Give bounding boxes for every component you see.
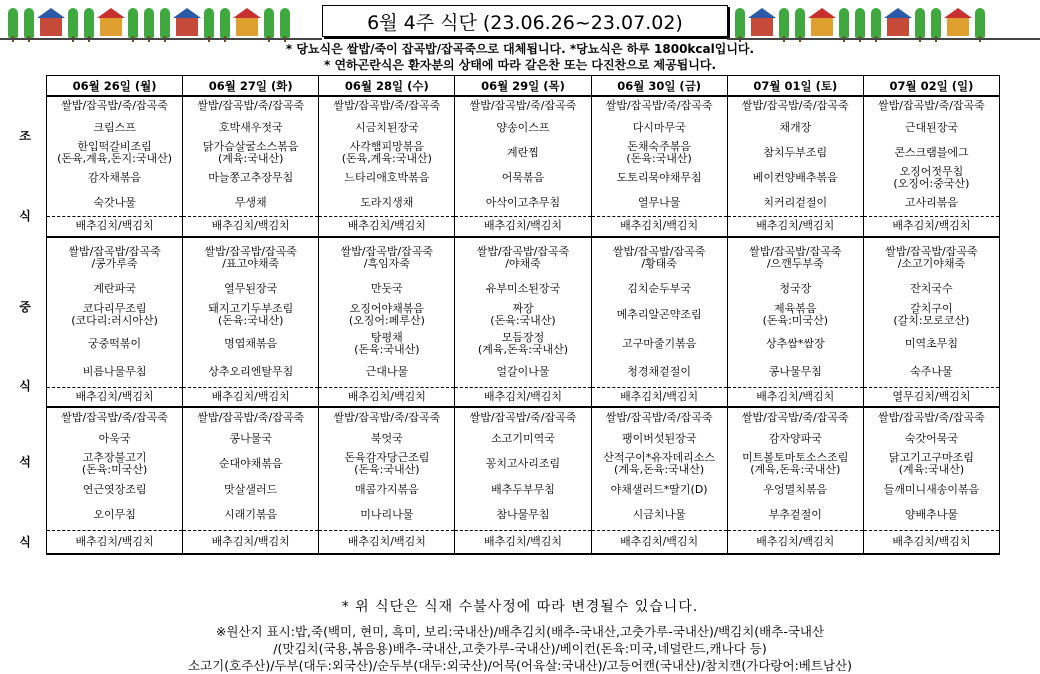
- menu-cell: 청국장: [727, 278, 863, 300]
- vegetable-row: [47, 190, 1000, 216]
- menu-cell: 매콤가지볶음: [319, 478, 455, 501]
- menu-cell: 쌀밥/잡곡밥/죽/잡곡죽: [455, 407, 591, 428]
- tree-icon: [795, 8, 805, 38]
- house-icon: [751, 18, 773, 36]
- footer-change-notice: * 위 식단은 식재 수불사정에 따라 변경될수 있습니다.: [341, 599, 699, 615]
- menu-cell: 미나리나물: [319, 501, 455, 530]
- main-dish-row: [47, 96, 1000, 115]
- menu-cell: 마늘쫑고추장무침: [183, 166, 319, 190]
- vegetable-row: [47, 501, 1000, 530]
- tree-icon: [8, 8, 18, 38]
- menu-cell: 콘스크램블에그: [863, 140, 999, 166]
- tree-icon: [931, 8, 941, 38]
- tree-icon: [204, 8, 214, 38]
- menu-cell: 한입떡갈비조림 (돈육,계육,돈지:국내산): [47, 140, 183, 166]
- menu-cell: 어묵볶음: [455, 166, 591, 190]
- menu-cell: 닭고기고구마조림 (계육:국내산): [863, 450, 999, 478]
- tree-icon: [160, 8, 170, 38]
- menu-cell: 메추리알곤약조림: [591, 300, 727, 329]
- menu-cell: 잔치국수: [863, 278, 999, 300]
- menu-cell: 쌀밥/잡곡밥/잡곡죽 /야채죽: [455, 237, 591, 278]
- day-header: 07월 02일 (일): [863, 76, 999, 97]
- menu-cell: 근대된장국: [863, 115, 999, 140]
- kimchi-row: [47, 530, 1000, 554]
- menu-cell: 명엽채볶음: [183, 329, 319, 358]
- main-side-row: [47, 140, 1000, 166]
- menu-cell: 소고기미역국: [455, 428, 591, 450]
- menu-cell: 상추쌈*쌈장: [727, 329, 863, 358]
- menu-cell: 도라지생채: [319, 190, 455, 216]
- day-header: 07월 01일 (토): [727, 76, 863, 97]
- menu-cell: 콩나물무침: [727, 358, 863, 387]
- tree-icon: [779, 8, 789, 38]
- menu-cell: 미역초무침: [863, 329, 999, 358]
- menu-cell: 다시마무국: [591, 115, 727, 140]
- soup-row: [47, 428, 1000, 450]
- menu-cell: 돼지고기두부조림 (돈육:국내산): [183, 300, 319, 329]
- menu-cell: 아욱국: [47, 428, 183, 450]
- menu-cell: 배추김치/백김치: [183, 216, 319, 237]
- menu-cell: 오이무침: [47, 501, 183, 530]
- menu-cell: 쌀밥/잡곡밥/죽/잡곡죽: [319, 407, 455, 428]
- house-icon: [40, 18, 62, 36]
- menu-cell: 배추김치/백김치: [319, 387, 455, 407]
- meal-label-dinner-top: 석: [19, 455, 31, 469]
- soup-row: [47, 115, 1000, 140]
- menu-cell: 도토리묵야채무침: [591, 166, 727, 190]
- menu-cell: 계란파국: [47, 278, 183, 300]
- menu-cell: 배추김치/백김치: [47, 216, 183, 237]
- menu-cell: 오징어젓무침 (오징어:중국산): [863, 166, 999, 190]
- menu-cell: 양배추나물: [863, 501, 999, 530]
- tree-icon: [264, 8, 274, 38]
- menu-cell: 부추겉절이: [727, 501, 863, 530]
- menu-cell: 쌀밥/잡곡밥/잡곡죽 /콩가루죽: [47, 237, 183, 278]
- menu-cell: 배추김치/백김치: [319, 530, 455, 554]
- vegetable-row: [47, 358, 1000, 387]
- menu-cell: 참나물무침: [455, 501, 591, 530]
- menu-cell: 만둣국: [319, 278, 455, 300]
- header-decoration-right: [735, 2, 985, 38]
- menu-cell: 돈육감자당근조림 (돈육:국내산): [319, 450, 455, 478]
- day-header: 06월 30일 (금): [591, 76, 727, 97]
- menu-cell: 아삭이고추무침: [455, 190, 591, 216]
- menu-cell: 배추김치/백김치: [455, 530, 591, 554]
- tree-icon: [735, 8, 745, 38]
- menu-cell: 배추김치/백김치: [455, 216, 591, 237]
- menu-cell: 상추오리엔탈무침: [183, 358, 319, 387]
- menu-cell: 숙주나물: [863, 358, 999, 387]
- menu-cell: 연근엿장조림: [47, 478, 183, 501]
- menu-cell: 열무나물: [591, 190, 727, 216]
- menu-cell: 맛살샐러드: [183, 478, 319, 501]
- menu-cell: 궁중떡볶이: [47, 329, 183, 358]
- header-decoration-left: [8, 2, 290, 38]
- menu-cell: 팽이버섯된장국: [591, 428, 727, 450]
- menu-cell: 시금치나물: [591, 501, 727, 530]
- menu-cell: 쌀밥/잡곡밥/죽/잡곡죽: [183, 407, 319, 428]
- menu-cell: 배추두부무침: [455, 478, 591, 501]
- meal-label-dinner-bottom: 식: [19, 535, 31, 549]
- notice-dysphagia: * 연하곤란식은 환자분의 상태에 따라 갈은찬 또는 다진찬으로 제공됩니다.: [323, 58, 717, 72]
- menu-cell: 배추김치/백김치: [591, 387, 727, 407]
- tree-icon: [144, 8, 154, 38]
- menu-cell: 양송이스프: [455, 115, 591, 140]
- main-dish-row: [47, 237, 1000, 278]
- menu-cell: 열무김치/백김치: [863, 387, 999, 407]
- menu-cell: 호박새우젓국: [183, 115, 319, 140]
- menu-cell: 제육볶음 (돈육:미국산): [727, 300, 863, 329]
- menu-cell: 유부미소된장국: [455, 278, 591, 300]
- menu-cell: 배추김치/백김치: [183, 530, 319, 554]
- weekly-menu-table: [46, 75, 1000, 555]
- menu-cell: 감자양파국: [727, 428, 863, 450]
- menu-cell: 사각햄피망볶음 (돈육,계육:국내산): [319, 140, 455, 166]
- menu-cell: 배추김치/백김치: [863, 216, 999, 237]
- menu-cell: 갈치구이 (갈치:모로코산): [863, 300, 999, 329]
- menu-cell: 시금치된장국: [319, 115, 455, 140]
- menu-cell: 쌀밥/잡곡밥/죽/잡곡죽: [863, 96, 999, 115]
- menu-cell: 모듬장정 (계육,돈육:국내산): [455, 329, 591, 358]
- menu-cell: 고구마줄기볶음: [591, 329, 727, 358]
- menu-cell: 쌀밥/잡곡밥/죽/잡곡죽: [591, 407, 727, 428]
- tree-icon: [68, 8, 78, 38]
- menu-cell: 콩나물국: [183, 428, 319, 450]
- footer-origin-line-3: 소고기(호주산)/두부(대두:외국산)/순두부(대두:외국산)/어묵(어육살:국내산)/고등어캔(국내산)/참치캔(가다랑어:베트남산): [188, 658, 852, 673]
- menu-cell: 들깨미니새송이볶음: [863, 478, 999, 501]
- menu-cell: 숙갓어묵국: [863, 428, 999, 450]
- main-dish-row: [47, 407, 1000, 428]
- menu-cell: 열무된장국: [183, 278, 319, 300]
- footer-origin-line-1: ※원산지 표시:밥,죽(백미, 현미, 흑미, 보리:국내산)/배추김치(배추-국내산,고춧가루-국내산)/백김치(배추-국내산: [215, 624, 825, 639]
- menu-cell: 북엇국: [319, 428, 455, 450]
- menu-cell: 쌀밥/잡곡밥/죽/잡곡죽: [727, 96, 863, 115]
- day-header: 06월 26일 (월): [47, 76, 183, 97]
- menu-cell: 오징어야채볶음 (오징어:페루산): [319, 300, 455, 329]
- day-header-row: [47, 76, 1000, 97]
- menu-cell: 배추김치/백김치: [47, 387, 183, 407]
- menu-cell: 참치두부조림: [727, 140, 863, 166]
- menu-cell: 쌀밥/잡곡밥/죽/잡곡죽: [47, 407, 183, 428]
- tree-icon: [220, 8, 230, 38]
- menu-cell: 꽁치고사리조림: [455, 450, 591, 478]
- tree-icon: [128, 8, 138, 38]
- house-icon: [811, 18, 833, 36]
- menu-cell: 쌀밥/잡곡밥/죽/잡곡죽: [47, 96, 183, 115]
- menu-cell: 배추김치/백김치: [727, 387, 863, 407]
- menu-cell: 배추김치/백김치: [455, 387, 591, 407]
- menu-cell: 배추김치/백김치: [47, 530, 183, 554]
- menu-cell: 계란찜: [455, 140, 591, 166]
- menu-cell: 고추장불고기 (돈육:미국산): [47, 450, 183, 478]
- day-header: 06월 27일 (화): [183, 76, 319, 97]
- tree-icon: [24, 8, 34, 38]
- menu-cell: 야채샐러드*딸기(D): [591, 478, 727, 501]
- menu-cell: 산적구이*유자데리소스 (계육,돈육:국내산): [591, 450, 727, 478]
- menu-cell: 숙갓나물: [47, 190, 183, 216]
- tree-icon: [855, 8, 865, 38]
- tree-icon: [280, 8, 290, 38]
- menu-cell: 배추김치/백김치: [727, 530, 863, 554]
- menu-cell: 미트볼토마토소스조림 (계육,돈육:국내산): [727, 450, 863, 478]
- menu-cell: 쌀밥/잡곡밥/죽/잡곡죽: [455, 96, 591, 115]
- menu-cell: 치커리겉절이: [727, 190, 863, 216]
- menu-cell: 닭가슴살굴소스볶음 (계육:국내산): [183, 140, 319, 166]
- side-dish-row: [47, 329, 1000, 358]
- menu-cell: 감자채볶음: [47, 166, 183, 190]
- menu-cell: 쌀밥/잡곡밥/죽/잡곡죽: [863, 407, 999, 428]
- menu-cell: 돈채숙주볶음 (돈육:국내산): [591, 140, 727, 166]
- meal-label-lunch-bottom: 식: [19, 379, 31, 393]
- menu-cell: 탕평채 (돈육:국내산): [319, 329, 455, 358]
- menu-cell: 쌀밥/잡곡밥/잡곡죽 /황태죽: [591, 237, 727, 278]
- day-header: 06월 29일 (목): [455, 76, 591, 97]
- menu-cell: 고사리볶음: [863, 190, 999, 216]
- main-side-row: [47, 450, 1000, 478]
- page-title: 6월 4주 식단 (23.06.26~23.07.02): [322, 5, 728, 37]
- menu-cell: 배추김치/백김치: [727, 216, 863, 237]
- menu-cell: 순대야채볶음: [183, 450, 319, 478]
- menu-cell: 채개장: [727, 115, 863, 140]
- tree-icon: [975, 8, 985, 38]
- kimchi-row: [47, 216, 1000, 237]
- kimchi-row: [47, 387, 1000, 407]
- menu-cell: 쌀밥/잡곡밥/잡곡죽 /소고기야채죽: [863, 237, 999, 278]
- menu-cell: 얼갈이나물: [455, 358, 591, 387]
- menu-cell: 배추김치/백김치: [319, 216, 455, 237]
- soup-row: [47, 278, 1000, 300]
- tree-icon: [84, 8, 94, 38]
- meal-label-breakfast-top: 조: [19, 129, 31, 143]
- menu-cell: 비름나물무침: [47, 358, 183, 387]
- day-header: 06월 28일 (수): [319, 76, 455, 97]
- menu-cell: 근대나물: [319, 358, 455, 387]
- menu-cell: 쌀밥/잡곡밥/잡곡죽 /표고야채죽: [183, 237, 319, 278]
- menu-cell: 쌀밥/잡곡밥/죽/잡곡죽: [319, 96, 455, 115]
- menu-cell: 우엉멸치볶음: [727, 478, 863, 501]
- menu-cell: 짜장 (돈육:국내산): [455, 300, 591, 329]
- menu-cell: 배추김치/백김치: [183, 387, 319, 407]
- tree-icon: [839, 8, 849, 38]
- house-icon: [100, 18, 122, 36]
- menu-cell: 무생채: [183, 190, 319, 216]
- house-icon: [887, 18, 909, 36]
- tree-icon: [871, 8, 881, 38]
- menu-cell: 김치순두부국: [591, 278, 727, 300]
- tree-icon: [915, 8, 925, 38]
- house-icon: [947, 18, 969, 36]
- side-dish-row: [47, 166, 1000, 190]
- side-dish-row: [47, 478, 1000, 501]
- meal-label-lunch-top: 중: [19, 300, 31, 314]
- menu-cell: 배추김치/백김치: [591, 216, 727, 237]
- menu-cell: 쌀밥/잡곡밥/죽/잡곡죽: [183, 96, 319, 115]
- menu-cell: 쌀밥/잡곡밥/죽/잡곡죽: [591, 96, 727, 115]
- menu-cell: 크림스프: [47, 115, 183, 140]
- menu-cell: 쌀밥/잡곡밥/잡곡죽 /으깬두부죽: [727, 237, 863, 278]
- menu-cell: 배추김치/백김치: [863, 530, 999, 554]
- house-icon: [176, 18, 198, 36]
- menu-cell: 쌀밥/잡곡밥/잡곡죽 /흑임자죽: [319, 237, 455, 278]
- menu-cell: 느타리애호박볶음: [319, 166, 455, 190]
- menu-cell: 시래기볶음: [183, 501, 319, 530]
- house-icon: [236, 18, 258, 36]
- menu-cell: 쌀밥/잡곡밥/죽/잡곡죽: [727, 407, 863, 428]
- notice-diabetic: * 당뇨식은 쌀밥/죽이 잡곡밥/잡곡죽으로 대체됩니다. *당뇨식은 하루 1800kcal입니다.: [285, 42, 755, 56]
- footer-origin-line-2: /(맛김치(국용,볶음용)배추-국내산,고춧가루-국내산)/베이컨(돈육:미국,네덜란드,캐나다 등): [273, 641, 767, 656]
- menu-cell: 청경채겉절이: [591, 358, 727, 387]
- menu-cell: 베이컨양배추볶음: [727, 166, 863, 190]
- menu-cell: 배추김치/백김치: [591, 530, 727, 554]
- meal-label-breakfast-bottom: 식: [19, 209, 31, 223]
- main-side-row: [47, 300, 1000, 329]
- menu-cell: 코다리무조림 (코다리:러시아산): [47, 300, 183, 329]
